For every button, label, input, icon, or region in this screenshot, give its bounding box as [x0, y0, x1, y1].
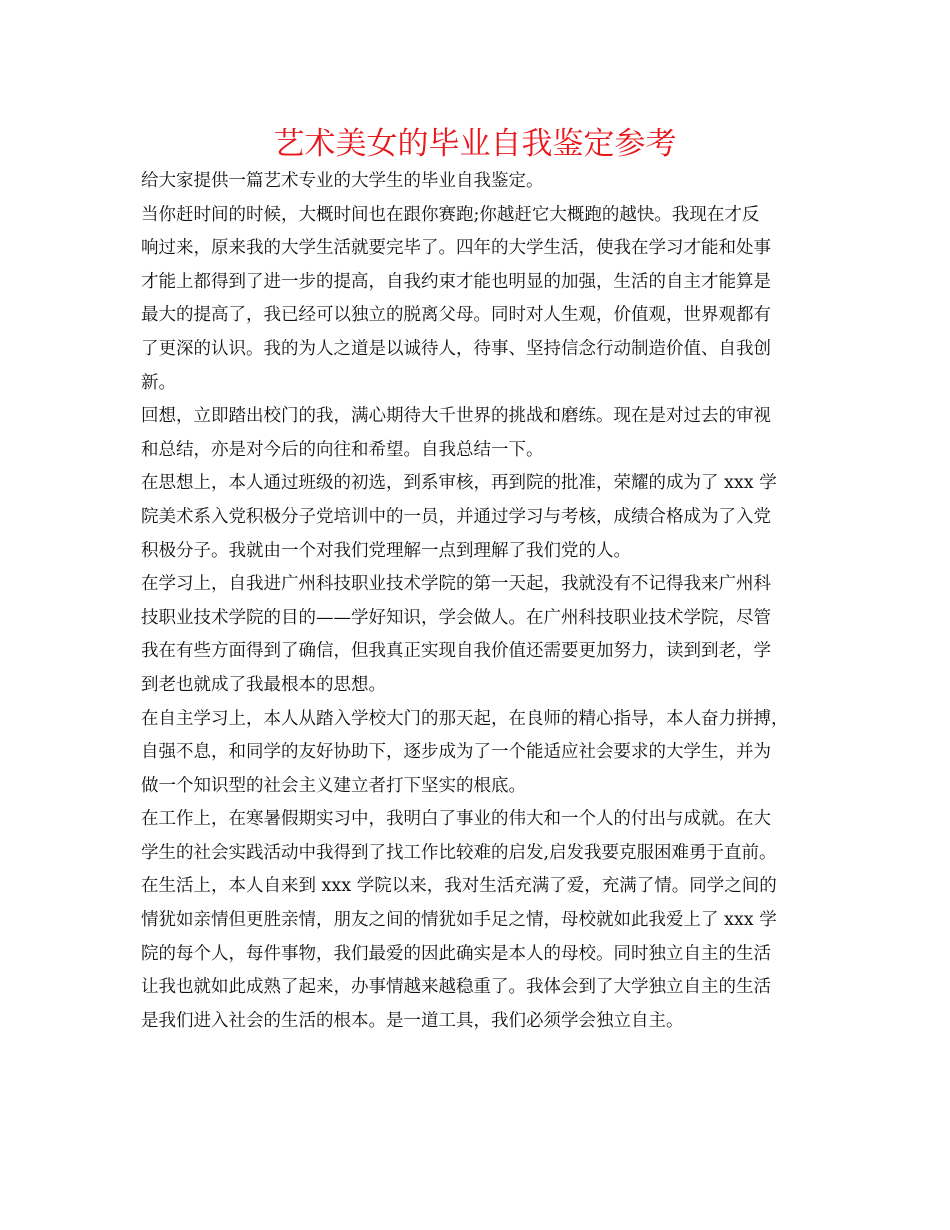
body-line: 学生的社会实践活动中我得到了找工作比较难的启发,启发我要克服困难勇于直前。 [141, 842, 777, 863]
body-line: 让我也就如此成熟了起来，办事情越来越稳重了。我体会到了大学独立自主的生活 [141, 977, 771, 998]
body-line: 响过来，原来我的大学生活就要完毕了。四年的大学生活，使我在学习才能和处事 [141, 238, 771, 259]
body-line: 在思想上，本人通过班级的初选，到系审核，再到院的批准，荣耀的成为了 xxx 学 [141, 473, 777, 494]
body-line: 当你赶时间的时候，大概时间也在跟你赛跑;你越赶它大概跑的越快。我现在才反 [141, 204, 760, 225]
body-line: 院美术系入党积极分子党培训中的一员，并通过学习与考核，成绩合格成为了入党 [141, 506, 771, 527]
document-title: 艺术美女的毕业自我鉴定参考 [273, 126, 677, 162]
body-line: 和总结，亦是对今后的向往和希望。自我总结一下。 [141, 439, 544, 460]
document-body [141, 165, 821, 1038]
body-line: 才能上都得到了进一步的提高，自我约束才能也明显的加强，生活的自主才能算是 [141, 271, 771, 292]
body-line: 最大的提高了，我已经可以独立的脱离父母。同时对人生观，价值观，世界观都有 [141, 305, 771, 326]
body-line: 做一个知识型的社会主义建立者打下坚实的根底。 [141, 775, 526, 796]
body-line: 院的每个人，每件事物，我们最爱的因此确实是本人的母校。同时独立自主的生活 [141, 943, 771, 964]
body-line: 自强不息，和同学的友好协助下，逐步成为了一个能适应社会要求的大学生，并为 [141, 742, 771, 763]
body-line: 到老也就成了我最根本的思想。 [141, 674, 386, 695]
body-line: 我在有些方面得到了确信，但我真正实现自我价值还需要更加努力，读到到老，学 [141, 641, 771, 662]
body-line: 是我们进入社会的生活的根本。是一道工具，我们必须学会独立自主。 [141, 1010, 684, 1031]
body-line: 在工作上，在寒暑假期实习中，我明白了事业的伟大和一个人的付出与成就。在大 [141, 809, 771, 830]
body-line: 情犹如亲情但更胜亲情，朋友之间的情犹如手足之情，母校就如此我爱上了 xxx 学 [141, 910, 777, 931]
body-line: 给大家提供一篇艺术专业的大学生的毕业自我鉴定。 [141, 171, 544, 191]
body-line: 技职业技术学院的目的——学好知识，学会做人。在广州科技职业技术学院，尽管 [141, 607, 771, 628]
body-line: 回想，立即踏出校门的我，满心期待大千世界的挑战和磨练。现在是对过去的审视 [141, 406, 771, 427]
body-line: 在学习上，自我进广州科技职业技术学院的第一天起，我就没有不记得我来广州科 [141, 574, 771, 595]
body-line: 积极分子。我就由一个对我们党理解一点到理解了我们党的人。 [141, 540, 631, 561]
body-line: 在自主学习上，本人从踏入学校大门的那天起，在良师的精心指导，本人奋力拼搏， [141, 708, 789, 729]
body-line: 在生活上，本人自来到 xxx 学院以来，我对生活充满了爱，充满了情。同学之间的 [141, 876, 777, 897]
body-line: 了更深的认识。我的为人之道是以诚待人，待事、坚持信念行动制造价值、自我创 [141, 338, 771, 359]
body-line: 新。 [141, 372, 176, 393]
